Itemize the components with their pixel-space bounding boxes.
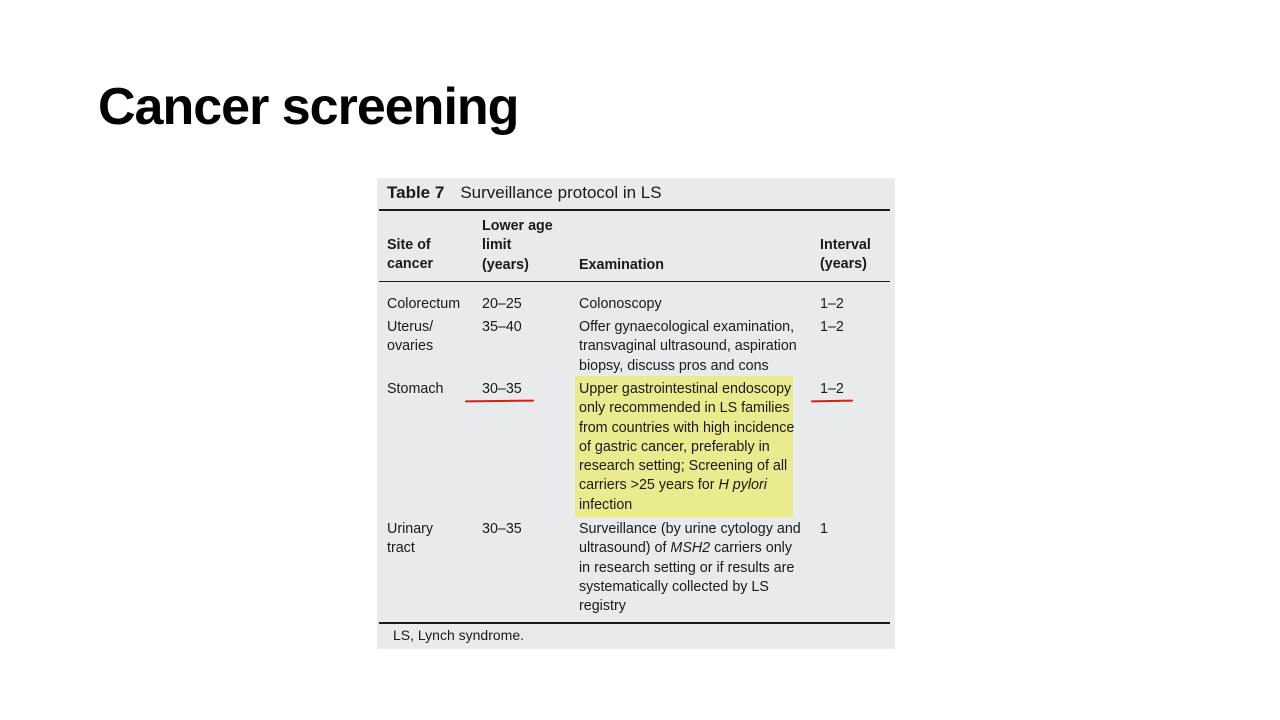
row-colorectum-exam: Colonoscopy bbox=[579, 296, 662, 312]
slide-title: Cancer screening bbox=[98, 78, 519, 136]
table-caption bbox=[387, 183, 662, 203]
row-uterus-exam: Offer gynaecological examination, transvaginal ultrasound, aspiration biopsy, discuss pros and cons bbox=[579, 319, 797, 374]
row-urinary-age: 30–35 bbox=[482, 521, 522, 537]
row-stomach-exam: Upper gastrointestinal endoscopy only recommended in LS families from countries with high incidence of gastric cancer, preferably in research setting; Screening of all carriers >25 years for H pylori infection bbox=[579, 381, 795, 513]
row-urinary-site: Urinary tract bbox=[387, 521, 434, 557]
row-colorectum-interval: 1–2 bbox=[820, 296, 844, 312]
header-site: Site of cancer bbox=[387, 237, 434, 273]
table-top-rule bbox=[379, 209, 890, 211]
row-stomach-age: 30–35 bbox=[482, 381, 522, 397]
header-rule bbox=[379, 281, 890, 282]
row-uterus-site: Uterus/ ovaries bbox=[387, 319, 434, 355]
table-image bbox=[377, 178, 895, 649]
table-bottom-rule bbox=[379, 622, 890, 624]
interval-underline bbox=[811, 400, 853, 403]
table-footnote: LS, Lynch syndrome. bbox=[393, 627, 524, 643]
header-age: Lower age limit (years) bbox=[482, 218, 553, 273]
row-colorectum-site: Colorectum bbox=[387, 296, 461, 312]
row-stomach-interval: 1–2 bbox=[820, 381, 844, 397]
age-underline bbox=[465, 400, 534, 403]
header-exam: Examination bbox=[579, 257, 665, 273]
table-number: Table 7 bbox=[387, 183, 445, 202]
row-stomach-site: Stomach bbox=[387, 381, 444, 397]
row-colorectum-age: 20–25 bbox=[482, 296, 522, 312]
header-interval: Interval (years) bbox=[820, 237, 871, 273]
row-urinary-interval: 1 bbox=[820, 521, 828, 537]
row-uterus-age: 35–40 bbox=[482, 319, 522, 335]
row-urinary-exam: Surveillance (by urine cytology and ultrasound) of MSH2 carriers only in research setting or if results are systematically collected by LS registry bbox=[579, 521, 801, 615]
row-uterus-interval: 1–2 bbox=[820, 319, 844, 335]
table-caption-text: Surveillance protocol in LS bbox=[460, 183, 662, 202]
